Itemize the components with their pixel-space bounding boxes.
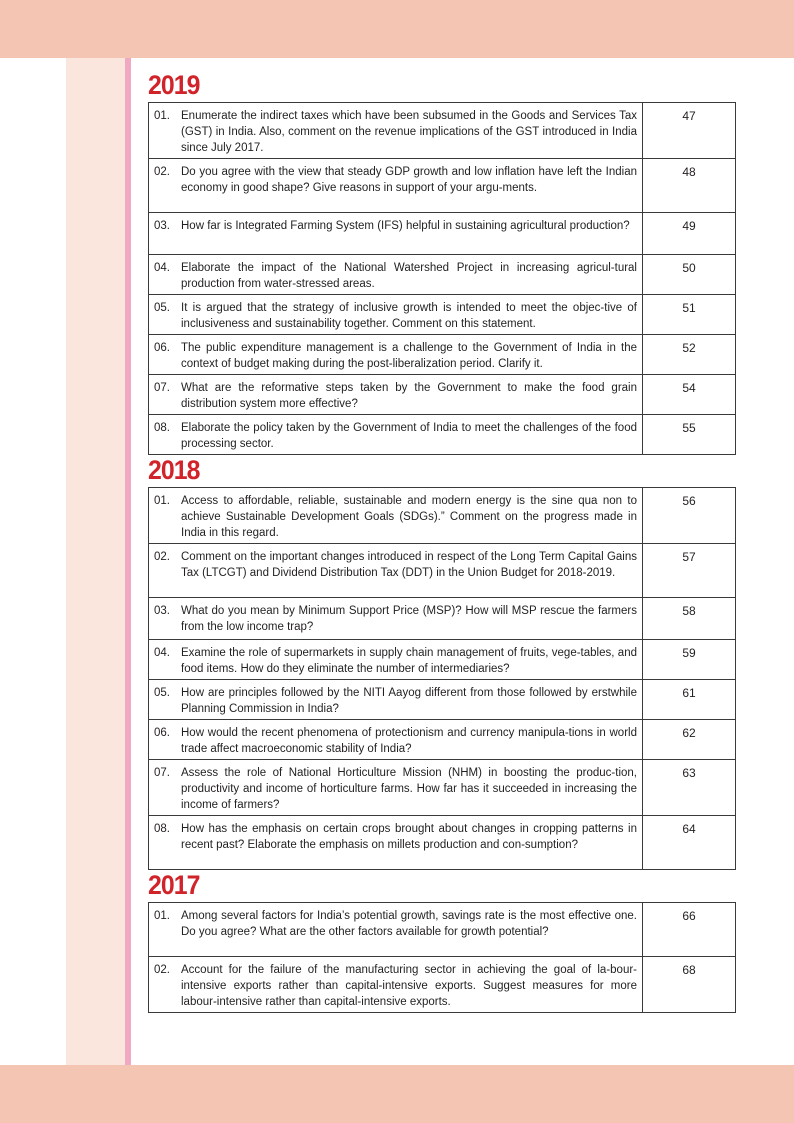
question-number: 07. [154,767,170,779]
page-number: 51 [643,295,736,335]
table-row [149,903,736,957]
question-number: 01. [154,910,170,922]
table-row [149,159,736,213]
top-decorative-band [0,0,794,58]
page-number: 52 [643,335,736,375]
question-text: It is argued that the strategy of inclusive growth is intended to meet the objec-tive of inclusiveness and sustainability together. Comment on this statement. [181,302,637,330]
page-number: 54 [643,375,736,415]
question-text: Elaborate the impact of the National Watershed Project in increasing agricul-tural production from water-stressed areas. [181,262,637,290]
table-row [149,103,736,159]
table-row [149,957,736,1013]
table-row [149,488,736,544]
question-number: 08. [154,823,170,835]
question-number: 06. [154,727,170,739]
page-number: 55 [643,415,736,455]
question-text: What do you mean by Minimum Support Price (MSP)? How will MSP rescue the farmers from the low income trap? [181,605,637,633]
page-number: 58 [643,598,736,640]
question-text: Among several factors for India’s potential growth, savings rate is the most effective one. Do you agree? What are the other factors available for growth potential? [181,910,637,938]
page-number: 56 [643,488,736,544]
question-text: How are principles followed by the NITI Aayog different from those followed by erstwhile Planning Commission in India? [181,687,637,715]
table-row [149,640,736,680]
year-heading-2017: 2017 [148,870,200,900]
question-number: 02. [154,166,170,178]
page-number: 61 [643,680,736,720]
question-number: 05. [154,302,170,314]
question-number: 07. [154,382,170,394]
question-number: 01. [154,110,170,122]
year-heading-2019: 2019 [148,70,200,100]
page-number: 50 [643,255,736,295]
question-number: 03. [154,605,170,617]
page-number: 66 [643,903,736,957]
page-number: 63 [643,760,736,816]
table-row [149,415,736,455]
question-number: 01. [154,495,170,507]
question-text: How far is Integrated Farming System (IFS) helpful in sustaining agricultural production? [181,220,630,232]
question-text: Enumerate the indirect taxes which have been subsumed in the Goods and Services Tax (GST) in India. Also, comment on the revenue implications of the GST introduced in India since July 2017. [181,110,637,154]
question-number: 05. [154,687,170,699]
question-number: 02. [154,964,170,976]
questions-table-2018 [148,487,736,870]
page-number: 48 [643,159,736,213]
table-row [149,680,736,720]
question-text: What are the reformative steps taken by the Government to make the food grain distribution system more effective? [181,382,637,410]
question-text: Account for the failure of the manufacturing sector in achieving the goal of la-bour-intensive exports rather than capital-intensive exports. Suggest measures for more labour-intensive rather than capital-intensive exports. [181,964,637,1008]
table-row [149,213,736,255]
questions-table-2017 [148,902,736,1013]
page-number: 68 [643,957,736,1013]
table-row [149,760,736,816]
left-margin-strip [66,58,125,1065]
page-number: 57 [643,544,736,598]
page-number: 64 [643,816,736,870]
table-row [149,335,736,375]
page-number: 49 [643,213,736,255]
year-heading-2018: 2018 [148,455,200,485]
table-row [149,598,736,640]
question-text: How has the emphasis on certain crops brought about changes in cropping patterns in recent past? Elaborate the emphasis on millets production and con-sumption? [181,823,637,851]
question-text: Elaborate the policy taken by the Government of India to meet the challenges of the food processing sector. [181,422,637,450]
table-row [149,255,736,295]
table-row [149,295,736,335]
table-row [149,816,736,870]
page-number: 47 [643,103,736,159]
question-number: 04. [154,647,170,659]
table-row [149,375,736,415]
page-number: 62 [643,720,736,760]
question-number: 02. [154,551,170,563]
question-text: Do you agree with the view that steady GDP growth and low inflation have left the Indian economy in good shape? Give reasons in support of your argu-ments. [181,166,637,194]
table-row [149,544,736,598]
question-text: Assess the role of National Horticulture Mission (NHM) in boosting the produc-tion, productivity and income of horticulture farms. How far has it succeeded in increasing the income of farmers? [181,767,637,811]
question-text: Access to affordable, reliable, sustainable and modern energy is the sine qua non to achieve Sustainable Development Goals (SDGs).” Comment on the progress made in India in this regard. [181,495,637,539]
question-text: How would the recent phenomena of protectionism and currency manipula-tions in world trade affect macroeconomic stability of India? [181,727,637,755]
question-text: Comment on the important changes introduced in respect of the Long Term Capital Gains Tax (LTCGT) and Dividend Distribution Tax (DDT) in the Union Budget for 2018-2019. [181,551,637,579]
table-row [149,720,736,760]
question-number: 03. [154,220,170,232]
question-number: 04. [154,262,170,274]
questions-table-2019 [148,102,736,455]
question-number: 06. [154,342,170,354]
bottom-decorative-band [0,1065,794,1123]
question-text: Examine the role of supermarkets in supply chain management of fruits, vege-tables, and food items. How do they eliminate the number of intermediaries? [181,647,637,675]
page-number: 59 [643,640,736,680]
question-number: 08. [154,422,170,434]
question-text: The public expenditure management is a challenge to the Government of India in the context of budget making during the post-liberalization period. Clarify it. [181,342,637,370]
left-margin-rule [125,58,131,1065]
